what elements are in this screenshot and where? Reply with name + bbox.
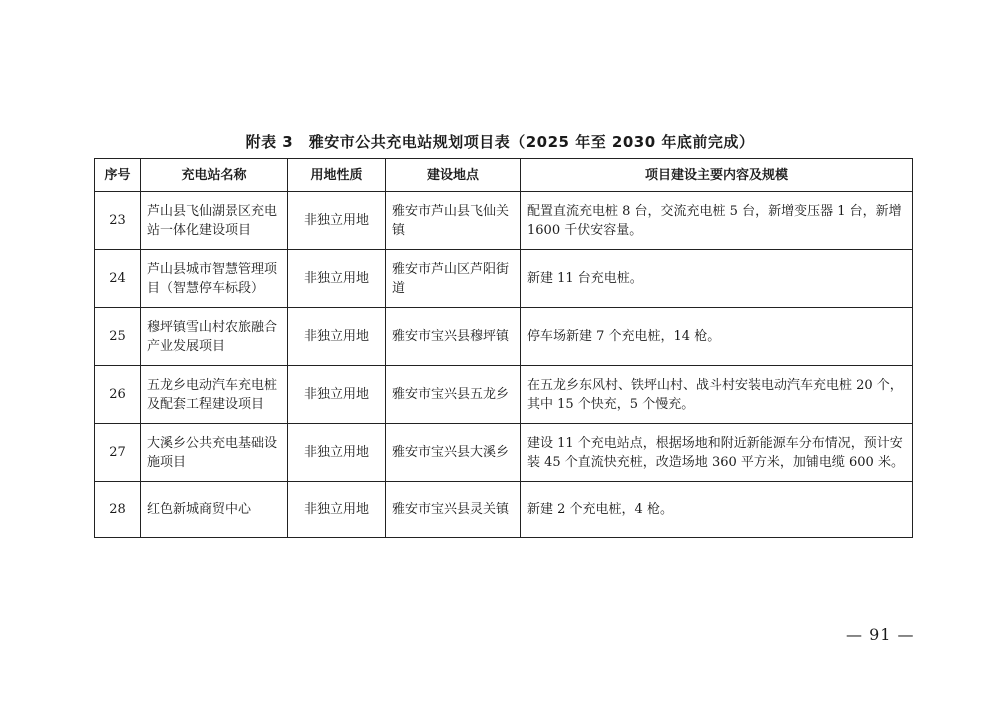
table-row — [95, 482, 913, 538]
table-row — [95, 366, 913, 424]
cell-land: 非独立用地 — [288, 308, 386, 366]
cell-land: 非独立用地 — [288, 250, 386, 308]
header-land: 用地性质 — [288, 159, 386, 192]
cell-name: 穆坪镇雪山村农旅融合产业发展项目 — [141, 308, 288, 366]
cell-no: 27 — [95, 424, 141, 482]
cell-content: 建设 11 个充电站点，根据场地和附近新能源车分布情况，预计安装 45 个直流快充桩，改造场地 360 平方米，加铺电缆 600 米。 — [521, 424, 913, 482]
cell-name: 大溪乡公共充电基础设施项目 — [141, 424, 288, 482]
cell-location: 雅安市宝兴县五龙乡 — [386, 366, 521, 424]
cell-location: 雅安市芦山县飞仙关镇 — [386, 192, 521, 250]
table-row — [95, 250, 913, 308]
cell-no: 23 — [95, 192, 141, 250]
header-content: 项目建设主要内容及规模 — [521, 159, 913, 192]
table-row — [95, 192, 913, 250]
cell-land: 非独立用地 — [288, 366, 386, 424]
cell-content: 新建 11 台充电桩。 — [521, 250, 913, 308]
cell-name: 红色新城商贸中心 — [141, 482, 288, 538]
cell-content: 在五龙乡东风村、铁坪山村、战斗村安装电动汽车充电桩 20 个，其中 15 个快充，5 个慢充。 — [521, 366, 913, 424]
cell-name: 五龙乡电动汽车充电桩及配套工程建设项目 — [141, 366, 288, 424]
header-no: 序号 — [95, 159, 141, 192]
cell-land: 非独立用地 — [288, 424, 386, 482]
cell-location: 雅安市宝兴县灵关镇 — [386, 482, 521, 538]
cell-land: 非独立用地 — [288, 482, 386, 538]
table-header-row — [95, 159, 913, 192]
table-row — [95, 424, 913, 482]
header-name: 充电站名称 — [141, 159, 288, 192]
table-title: 附表 3 雅安市公共充电站规划项目表（2025 年至 2030 年底前完成） — [245, 133, 755, 151]
cell-location: 雅安市宝兴县大溪乡 — [386, 424, 521, 482]
cell-location: 雅安市芦山区芦阳街道 — [386, 250, 521, 308]
cell-name: 芦山县城市智慧管理项目（智慧停车标段） — [141, 250, 288, 308]
cell-name: 芦山县飞仙湖景区充电站一体化建设项目 — [141, 192, 288, 250]
table-row — [95, 308, 913, 366]
cell-no: 28 — [95, 482, 141, 538]
cell-content: 配置直流充电桩 8 台，交流充电桩 5 台，新增变压器 1 台，新增 1600 千伏安容量。 — [521, 192, 913, 250]
cell-no: 26 — [95, 366, 141, 424]
cell-no: 25 — [95, 308, 141, 366]
page-number: — 91 — — [846, 625, 915, 644]
cell-land: 非独立用地 — [288, 192, 386, 250]
cell-content: 停车场新建 7 个充电桩，14 枪。 — [521, 308, 913, 366]
header-location: 建设地点 — [386, 159, 521, 192]
charging-station-table — [94, 158, 913, 538]
cell-content: 新建 2 个充电桩，4 枪。 — [521, 482, 913, 538]
cell-no: 24 — [95, 250, 141, 308]
cell-location: 雅安市宝兴县穆坪镇 — [386, 308, 521, 366]
